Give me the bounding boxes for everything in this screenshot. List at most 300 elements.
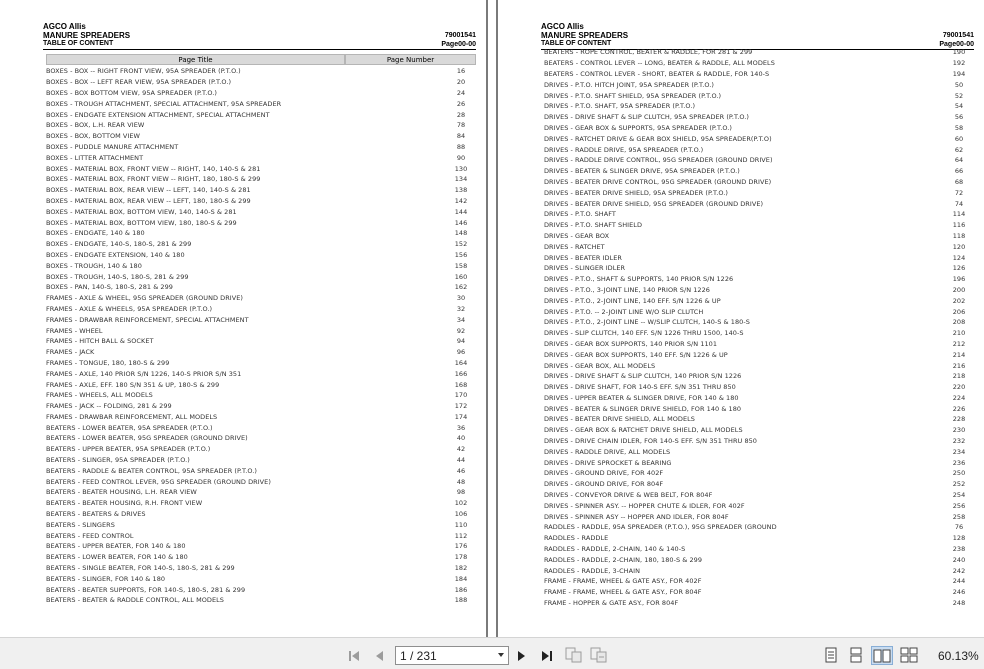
pdf-page-right bbox=[538, 20, 978, 637]
toc-row-page-number: 258 bbox=[952, 512, 966, 521]
toc-row-title: DRIVES - RATCHET DRIVE & GEAR BOX SHIELD, 95A SPREADER(P.T.O) bbox=[544, 134, 772, 143]
toc-row-title: DRIVES - P.T.O. -- 2-JOINT LINE W/O SLIP CLUTCH bbox=[544, 307, 704, 316]
toc-row-page-number: 50 bbox=[954, 80, 964, 89]
toc-row[interactable] bbox=[544, 187, 974, 198]
toc-row-title: FRAMES - TONGUE, 180, 180-S & 299 bbox=[46, 358, 170, 367]
toc-label: TABLE OF CONTENT bbox=[43, 40, 114, 47]
toc-row[interactable] bbox=[544, 339, 974, 350]
two-page-view-icon[interactable] bbox=[871, 646, 893, 665]
toc-row[interactable] bbox=[544, 47, 974, 58]
toc-row-page-number: 106 bbox=[454, 510, 468, 519]
toc-row-title: DRIVES - P.T.O., 2-JOINT LINE, 140 EFF. S/N 1226 & UP bbox=[544, 296, 721, 305]
toc-row-page-number: 20 bbox=[456, 78, 466, 87]
toc-row-title: DRIVES - RATCHET bbox=[544, 242, 605, 251]
toc-row-page-number: 148 bbox=[454, 229, 468, 238]
doc-number: 79001541 bbox=[942, 32, 974, 39]
toc-row-title: RADDLES - RADDLE, 95A SPREADER (P.T.O.), 95G SPREADER (GROUND bbox=[544, 523, 777, 532]
toc-row[interactable] bbox=[544, 587, 974, 598]
toc-row-page-number: 192 bbox=[952, 59, 966, 68]
toc-row-title: DRIVES - GEAR BOX & SUPPORTS, 95A SPREADER (P.T.O.) bbox=[544, 123, 732, 132]
toc-row-title: BEATERS - UPPER BEATER, FOR 140 & 180 bbox=[46, 542, 186, 551]
toc-row-title: BEATERS - BEATER & RADDLE CONTROL, ALL MODELS bbox=[46, 596, 224, 605]
toc-row-title: BEATERS - RADDLE & BEATER CONTROL, 95A SPREADER (P.T.O.) bbox=[46, 466, 258, 475]
toc-row-page-number: 230 bbox=[952, 426, 966, 435]
toc-row[interactable] bbox=[544, 263, 974, 274]
toc-row[interactable] bbox=[544, 436, 974, 447]
toc-row-title: DRIVES - GROUND DRIVE, FOR 804F bbox=[544, 480, 664, 489]
single-page-view-icon[interactable] bbox=[822, 647, 840, 663]
page-label: Page00-00 bbox=[939, 41, 974, 48]
toc-row[interactable] bbox=[46, 271, 476, 282]
toc-row[interactable] bbox=[46, 519, 476, 530]
toc-row-page-number: 92 bbox=[456, 326, 466, 335]
toc-row-title: FRAMES - HITCH BALL & SOCKET bbox=[46, 337, 154, 346]
toc-row-title: DRIVES - GEAR BOX bbox=[544, 231, 610, 240]
toc-row-page-number: 228 bbox=[952, 415, 966, 424]
toc-row[interactable] bbox=[544, 511, 974, 522]
toc-row[interactable] bbox=[544, 198, 974, 209]
toc-row[interactable] bbox=[46, 358, 476, 369]
toc-row-title: DRIVES - DRIVE CHAIN IDLER, FOR 140-S EFF. S/N 351 THRU 850 bbox=[544, 437, 757, 446]
toc-row[interactable] bbox=[544, 252, 974, 263]
toc-row-page-number: 120 bbox=[952, 242, 966, 251]
toc-row[interactable] bbox=[544, 576, 974, 587]
toc-row[interactable] bbox=[46, 401, 476, 412]
toc-row-page-number: 242 bbox=[952, 566, 966, 575]
toc-row[interactable] bbox=[544, 101, 974, 112]
toc-row[interactable] bbox=[46, 304, 476, 315]
toc-label: TABLE OF CONTENT bbox=[541, 40, 612, 47]
toc-row-title: BOXES - BOX -- LEFT REAR VIEW, 95A SPREADER (P.T.O.) bbox=[46, 78, 232, 87]
toc-row[interactable] bbox=[544, 220, 974, 231]
toc-row-title: DRIVES - DRIVE SPROCKET & BEARING bbox=[544, 458, 672, 467]
toc-row[interactable] bbox=[46, 282, 476, 293]
toc-row-title: DRIVES - P.T.O. SHAFT SHIELD bbox=[544, 221, 643, 230]
toc-row-page-number: 138 bbox=[454, 186, 468, 195]
toc-row[interactable] bbox=[544, 58, 974, 69]
toc-row-title: DRIVES - P.T.O., SHAFT & SUPPORTS, 140 PRIOR S/N 1226 bbox=[544, 275, 734, 284]
toc-row-page-number: 206 bbox=[952, 307, 966, 316]
toc-row[interactable] bbox=[544, 382, 974, 393]
toc-row-page-number: 160 bbox=[454, 272, 468, 281]
toc-row-title: DRIVES - DRIVE SHAFT, FOR 140-S EFF. S/N 351 THRU 850 bbox=[544, 383, 736, 392]
toc-row-page-number: 72 bbox=[954, 188, 964, 197]
zoom-level[interactable]: 60.13% bbox=[938, 649, 979, 663]
toc-row-title: DRIVES - BEATER DRIVE SHIELD, 95A SPREADER (P.T.O.) bbox=[544, 188, 728, 197]
toc-row[interactable] bbox=[46, 174, 476, 185]
toc-row-title: DRIVES - GROUND DRIVE, FOR 402F bbox=[544, 469, 664, 478]
toc-row-title: DRIVES - SLINGER IDLER bbox=[544, 264, 626, 273]
toc-row-title: RADDLES - RADDLE, 2-CHAIN, 140 & 140-S bbox=[544, 545, 686, 554]
toc-row-page-number: 88 bbox=[456, 142, 466, 151]
toc-row[interactable] bbox=[544, 565, 974, 576]
toc-row-page-number: 34 bbox=[456, 315, 466, 324]
toc-row[interactable] bbox=[46, 433, 476, 444]
toc-row-title: BEATERS - ROPE CONTROL, BEATER & RADDLE, FOR 281 & 299 bbox=[544, 48, 753, 57]
toc-row-page-number: 98 bbox=[456, 488, 466, 497]
toc-row[interactable] bbox=[544, 306, 974, 317]
toc-row[interactable] bbox=[544, 457, 974, 468]
toc-row[interactable] bbox=[544, 285, 974, 296]
toc-row-page-number: 218 bbox=[952, 372, 966, 381]
toc-row[interactable] bbox=[544, 425, 974, 436]
toc-row-page-number: 182 bbox=[454, 564, 468, 573]
first-page-icon[interactable] bbox=[346, 648, 362, 664]
toc-row[interactable] bbox=[544, 231, 974, 242]
toc-row-page-number: 16 bbox=[456, 67, 466, 76]
toc-row-title: BOXES - LITTER ATTACHMENT bbox=[46, 153, 144, 162]
toc-row-title: DRIVES - P.T.O. SHAFT bbox=[544, 210, 616, 219]
toc-row-page-number: 178 bbox=[454, 553, 468, 562]
toc-row[interactable] bbox=[544, 274, 974, 285]
toc-row-title: RADDLES - RADDLE, 3-CHAIN bbox=[544, 566, 640, 575]
toc-row-page-number: 24 bbox=[456, 88, 466, 97]
toc-row[interactable] bbox=[544, 79, 974, 90]
page-edge-right bbox=[496, 0, 498, 637]
two-page-scroll-view-icon[interactable] bbox=[899, 647, 919, 663]
toc-row-title: DRIVES - P.T.O., 2-JOINT LINE -- W/SLIP CLUTCH, 140-S & 180-S bbox=[544, 318, 750, 327]
toc-row[interactable] bbox=[544, 446, 974, 457]
last-page-icon[interactable] bbox=[539, 648, 555, 664]
toc-row-title: BOXES - TROUGH ATTACHMENT, SPECIAL ATTACHMENT, 95A SPREADER bbox=[46, 99, 282, 108]
fit-page-icon[interactable] bbox=[590, 647, 608, 663]
toc-row[interactable] bbox=[46, 509, 476, 520]
toc-row[interactable] bbox=[544, 522, 974, 533]
toc-row[interactable] bbox=[46, 563, 476, 574]
toc-row-title: BEATERS - SLINGER, FOR 140 & 180 bbox=[46, 574, 166, 583]
toc-row[interactable] bbox=[46, 163, 476, 174]
toc-row-page-number: 244 bbox=[952, 577, 966, 586]
toc-row[interactable] bbox=[46, 185, 476, 196]
pdf-page-left bbox=[40, 20, 480, 637]
toc-row-page-number: 234 bbox=[952, 447, 966, 456]
toc-row-title: BOXES - MATERIAL BOX, BOTTOM VIEW, 140, 140-S & 281 bbox=[46, 207, 237, 216]
toc-row[interactable] bbox=[544, 468, 974, 479]
toc-row[interactable] bbox=[46, 584, 476, 595]
toc-row-title: BOXES - BOX, BOTTOM VIEW bbox=[46, 132, 141, 141]
toc-row[interactable] bbox=[46, 498, 476, 509]
toc-row-page-number: 166 bbox=[454, 369, 468, 378]
toc-row[interactable] bbox=[46, 347, 476, 358]
toc-row-title: BEATERS - LOWER BEATER, 95G SPREADER (GROUND DRIVE) bbox=[46, 434, 248, 443]
toc-row-page-number: 126 bbox=[952, 264, 966, 273]
toc-row[interactable] bbox=[544, 403, 974, 414]
toc-row[interactable] bbox=[46, 379, 476, 390]
toc-row-title: DRIVES - BEATER & SLINGER DRIVE, 95A SPREADER (P.T.O.) bbox=[544, 167, 740, 176]
toc-row[interactable] bbox=[544, 490, 974, 501]
header-rule bbox=[43, 49, 476, 50]
toc-row-page-number: 94 bbox=[456, 337, 466, 346]
toc-row[interactable] bbox=[544, 317, 974, 328]
toc-row-title: BOXES - ENDGATE, 140-S, 180-S, 281 & 299 bbox=[46, 240, 192, 249]
toc-row-title: RADDLES - RADDLE, 2-CHAIN, 180, 180-S & 299 bbox=[544, 555, 703, 564]
toc-row[interactable] bbox=[544, 349, 974, 360]
toc-row-title: BOXES - TROUGH, 140 & 180 bbox=[46, 261, 142, 270]
toc-row-title: BOXES - MATERIAL BOX, REAR VIEW -- LEFT, 140, 140-S & 281 bbox=[46, 186, 251, 195]
toc-row-page-number: 146 bbox=[454, 218, 468, 227]
toc-row[interactable] bbox=[544, 90, 974, 101]
toc-row-page-number: 142 bbox=[454, 196, 468, 205]
toc-row-page-number: 116 bbox=[952, 221, 966, 230]
toc-row-title: FRAMES - JACK -- FOLDING, 281 & 299 bbox=[46, 402, 172, 411]
toc-row[interactable] bbox=[46, 66, 476, 77]
toc-row-page-number: 90 bbox=[456, 153, 466, 162]
toc-row[interactable] bbox=[544, 133, 974, 144]
toc-row-page-number: 254 bbox=[952, 491, 966, 500]
brand-label: AGCO Allis bbox=[43, 22, 86, 31]
toc-row-page-number: 42 bbox=[456, 445, 466, 454]
toc-row-title: BOXES - MATERIAL BOX, FRONT VIEW -- RIGHT, 180, 180-S & 299 bbox=[46, 175, 261, 184]
toc-row[interactable] bbox=[46, 260, 476, 271]
toc-row[interactable] bbox=[544, 533, 974, 544]
toc-row[interactable] bbox=[46, 595, 476, 606]
continuous-view-icon[interactable] bbox=[847, 647, 865, 663]
toc-row-title: BOXES - TROUGH, 140-S, 180-S, 281 & 299 bbox=[46, 272, 189, 281]
toc-row-title: FRAME - HOPPER & GATE ASY., FOR 804F bbox=[544, 599, 679, 608]
toc-row[interactable] bbox=[46, 325, 476, 336]
toc-row-title: BEATERS - LOWER BEATER, 95A SPREADER (P.T.O.) bbox=[46, 423, 213, 432]
toc-row-title: BEATERS - BEATER HOUSING, R.H. FRONT VIEW bbox=[46, 499, 203, 508]
page-label: Page00-00 bbox=[441, 41, 476, 48]
toc-row[interactable] bbox=[544, 69, 974, 80]
toc-row-page-number: 170 bbox=[454, 391, 468, 400]
toc-row[interactable] bbox=[46, 444, 476, 455]
toc-row-page-number: 220 bbox=[952, 383, 966, 392]
toc-row[interactable] bbox=[46, 422, 476, 433]
toc-row[interactable] bbox=[544, 123, 974, 134]
toc-row-page-number: 46 bbox=[456, 466, 466, 475]
toc-row-page-number: 212 bbox=[952, 339, 966, 348]
toc-row-title: FRAMES - JACK bbox=[46, 348, 95, 357]
page-number-input[interactable] bbox=[395, 646, 509, 665]
toc-row[interactable] bbox=[46, 573, 476, 584]
toc-row-title: DRIVES - BEATER DRIVE CONTROL, 95G SPREADER (GROUND DRIVE) bbox=[544, 177, 772, 186]
toc-row-page-number: 156 bbox=[454, 250, 468, 259]
toc-row[interactable] bbox=[46, 109, 476, 120]
toc-row-page-number: 110 bbox=[454, 520, 468, 529]
toc-row-page-number: 250 bbox=[952, 469, 966, 478]
toc-row-page-number: 36 bbox=[456, 423, 466, 432]
toc-row-title: DRIVES - CONVEYOR DRIVE & WEB BELT, FOR 804F bbox=[544, 491, 713, 500]
toc-row[interactable] bbox=[46, 88, 476, 99]
toc-row[interactable] bbox=[46, 206, 476, 217]
toc-row-title: BOXES - BOX -- RIGHT FRONT VIEW, 95A SPREADER (P.T.O.) bbox=[46, 67, 241, 76]
toc-row-title: FRAMES - WHEEL bbox=[46, 326, 103, 335]
toc-row[interactable] bbox=[544, 360, 974, 371]
toc-row[interactable] bbox=[544, 241, 974, 252]
toc-row-title: BEATERS - SLINGERS bbox=[46, 520, 115, 529]
toc-row-title: DRIVES - BEATER DRIVE SHIELD, ALL MODELS bbox=[544, 415, 695, 424]
page-gutter bbox=[486, 0, 498, 637]
toc-row[interactable] bbox=[544, 295, 974, 306]
toc-row[interactable] bbox=[544, 598, 974, 609]
toc-row[interactable] bbox=[46, 336, 476, 347]
toc-list-right bbox=[544, 47, 974, 608]
toc-row[interactable] bbox=[46, 152, 476, 163]
toc-row[interactable] bbox=[46, 196, 476, 207]
toc-row-title: DRIVES - UPPER BEATER & SLINGER DRIVE, FOR 140 & 180 bbox=[544, 393, 739, 402]
toc-row[interactable] bbox=[46, 530, 476, 541]
toc-row-title: DRIVES - GEAR BOX SUPPORTS, 140 PRIOR S/N 1101 bbox=[544, 339, 718, 348]
chevron-down-icon[interactable] bbox=[498, 653, 504, 657]
toc-row[interactable] bbox=[46, 250, 476, 261]
toc-row[interactable] bbox=[46, 98, 476, 109]
column-header-page: Page Number bbox=[345, 54, 476, 65]
toc-row[interactable] bbox=[46, 412, 476, 423]
toc-row[interactable] bbox=[46, 77, 476, 88]
toc-row-page-number: 52 bbox=[954, 91, 964, 100]
toc-row[interactable] bbox=[544, 544, 974, 555]
toc-row-title: BOXES - PUDDLE MANURE ATTACHMENT bbox=[46, 142, 179, 151]
toc-row[interactable] bbox=[46, 541, 476, 552]
toc-row[interactable] bbox=[46, 476, 476, 487]
toc-row[interactable] bbox=[46, 239, 476, 250]
toc-row-page-number: 224 bbox=[952, 393, 966, 402]
toc-row-title: FRAMES - AXLE & WHEELS, 95A SPREADER (P.T.O.) bbox=[46, 304, 213, 313]
toc-row-title: DRIVES - RADDLE DRIVE CONTROL, 95G SPREADER (GROUND DRIVE) bbox=[544, 156, 773, 165]
toc-row-title: BEATERS - FEED CONTROL bbox=[46, 531, 134, 540]
toc-row-title: DRIVES - P.T.O. SHAFT, 95A SPREADER (P.T.O.) bbox=[544, 102, 696, 111]
toc-row[interactable] bbox=[544, 414, 974, 425]
toc-row-page-number: 248 bbox=[952, 599, 966, 608]
toc-row-title: FRAMES - WHEELS, ALL MODELS bbox=[46, 391, 153, 400]
toc-row[interactable] bbox=[544, 554, 974, 565]
toc-row[interactable] bbox=[46, 552, 476, 563]
toc-row-page-number: 134 bbox=[454, 175, 468, 184]
toc-row-page-number: 172 bbox=[454, 402, 468, 411]
toc-row[interactable] bbox=[46, 314, 476, 325]
toc-row-page-number: 252 bbox=[952, 480, 966, 489]
toc-row[interactable] bbox=[46, 455, 476, 466]
toc-row-page-number: 60 bbox=[954, 134, 964, 143]
toc-row[interactable] bbox=[544, 500, 974, 511]
toc-row[interactable] bbox=[46, 120, 476, 131]
toc-row-page-number: 30 bbox=[456, 294, 466, 303]
toc-row-page-number: 238 bbox=[952, 545, 966, 554]
toc-row-title: DRIVES - P.T.O. SHAFT SHIELD, 95A SPREADER (P.T.O.) bbox=[544, 91, 722, 100]
toc-row-page-number: 162 bbox=[454, 283, 468, 292]
toc-row-page-number: 48 bbox=[456, 477, 466, 486]
toc-row[interactable] bbox=[544, 155, 974, 166]
toc-row-page-number: 236 bbox=[952, 458, 966, 467]
toc-row-title: BEATERS - BEATER SUPPORTS, FOR 140-S, 180-S, 281 & 299 bbox=[46, 585, 246, 594]
toc-row-page-number: 56 bbox=[954, 113, 964, 122]
toc-row-title: DRIVES - SLIP CLUTCH, 140 EFF. S/N 1226 THRU 1500, 140-S bbox=[544, 329, 744, 338]
toc-row-title: DRIVES - P.T.O., 3-JOINT LINE, 140 PRIOR S/N 1226 bbox=[544, 285, 710, 294]
toc-row[interactable] bbox=[544, 177, 974, 188]
toc-row-title: BOXES - MATERIAL BOX, REAR VIEW -- LEFT, 180, 180-S & 299 bbox=[46, 196, 251, 205]
toc-row-page-number: 246 bbox=[952, 588, 966, 597]
toc-row[interactable] bbox=[46, 131, 476, 142]
toc-row-title: DRIVES - BEATER DRIVE SHIELD, 95G SPREADER (GROUND DRIVE) bbox=[544, 199, 764, 208]
toc-row[interactable] bbox=[544, 393, 974, 404]
toc-row-page-number: 200 bbox=[952, 285, 966, 294]
toc-row-page-number: 68 bbox=[954, 177, 964, 186]
toc-row-page-number: 240 bbox=[952, 555, 966, 564]
document-title: MANURE SPREADERS bbox=[43, 31, 131, 40]
toc-row-page-number: 78 bbox=[456, 121, 466, 130]
toc-row[interactable] bbox=[46, 368, 476, 379]
toc-list-left bbox=[46, 66, 476, 606]
toc-row-title: DRIVES - RADDLE DRIVE, 95A SPREADER (P.T.O.) bbox=[544, 145, 704, 154]
toc-row-title: DRIVES - DRIVE SHAFT & SLIP CLUTCH, 95A SPREADER (P.T.O.) bbox=[544, 113, 749, 122]
toc-row-title: BOXES - PAN, 140-S, 180-S, 281 & 299 bbox=[46, 283, 173, 292]
toc-row-page-number: 194 bbox=[952, 69, 966, 78]
toc-row-page-number: 58 bbox=[954, 123, 964, 132]
toc-row-page-number: 26 bbox=[456, 99, 466, 108]
toc-row-title: BOXES - MATERIAL BOX, FRONT VIEW -- RIGHT, 140, 140-S & 281 bbox=[46, 164, 261, 173]
toc-row[interactable] bbox=[46, 228, 476, 239]
toc-row[interactable] bbox=[544, 144, 974, 155]
toc-row-page-number: 28 bbox=[456, 110, 466, 119]
toc-row-page-number: 188 bbox=[454, 596, 468, 605]
toc-row-title: DRIVES - GEAR BOX, ALL MODELS bbox=[544, 361, 656, 370]
toc-row[interactable] bbox=[46, 390, 476, 401]
toc-row-title: DRIVES - BEATER & SLINGER DRIVE SHIELD, FOR 140 & 180 bbox=[544, 404, 742, 413]
toc-row[interactable] bbox=[46, 465, 476, 476]
toc-row[interactable] bbox=[544, 209, 974, 220]
toc-row-title: DRIVES - DRIVE SHAFT & SLIP CLUTCH, 140 PRIOR S/N 1226 bbox=[544, 372, 742, 381]
toc-row[interactable] bbox=[46, 142, 476, 153]
toc-row-title: DRIVES - RADDLE DRIVE, ALL MODELS bbox=[544, 447, 671, 456]
toc-row-page-number: 208 bbox=[952, 318, 966, 327]
toc-row-page-number: 174 bbox=[454, 412, 468, 421]
toc-row-title: RADDLES - RADDLE bbox=[544, 534, 609, 543]
toc-row-page-number: 64 bbox=[954, 156, 964, 165]
toc-row-title: DRIVES - P.T.O. HITCH JOINT, 95A SPREADER (P.T.O.) bbox=[544, 80, 714, 89]
toc-row[interactable] bbox=[46, 217, 476, 228]
toc-row-title: BEATERS - UPPER BEATER, 95A SPREADER (P.T.O.) bbox=[46, 445, 211, 454]
toc-row-page-number: 112 bbox=[454, 531, 468, 540]
brand-label: AGCO Allis bbox=[541, 22, 584, 31]
toc-row-title: BEATERS - SLINGER, 95A SPREADER (P.T.O.) bbox=[46, 456, 190, 465]
toc-row-page-number: 128 bbox=[952, 534, 966, 543]
toc-row[interactable] bbox=[544, 371, 974, 382]
toc-row-title: DRIVES - GEAR BOX & RATCHET DRIVE SHIELD, ALL MODELS bbox=[544, 426, 743, 435]
toc-row[interactable] bbox=[544, 479, 974, 490]
toc-row-page-number: 54 bbox=[954, 102, 964, 111]
prev-page-icon[interactable] bbox=[372, 648, 386, 664]
column-header-title: Page Title bbox=[46, 54, 345, 65]
toc-row-page-number: 32 bbox=[456, 304, 466, 313]
toc-row-page-number: 202 bbox=[952, 296, 966, 305]
toc-row-page-number: 152 bbox=[454, 240, 468, 249]
toc-row-title: DRIVES - SPINNER ASY. -- HOPPER CHUTE & IDLER, FOR 402F bbox=[544, 501, 745, 510]
toc-row-title: BOXES - ENDGATE, 140 & 180 bbox=[46, 229, 145, 238]
toc-row-title: DRIVES - BEATER IDLER bbox=[544, 253, 622, 262]
toc-row[interactable] bbox=[544, 112, 974, 123]
toc-row-page-number: 102 bbox=[454, 499, 468, 508]
toc-row-page-number: 96 bbox=[456, 348, 466, 357]
toc-row-page-number: 190 bbox=[952, 48, 966, 57]
toc-row-title: FRAMES - AXLE, EFF. 180 S/N 351 & UP, 180-S & 299 bbox=[46, 380, 220, 389]
toc-row-page-number: 44 bbox=[456, 456, 466, 465]
toc-row[interactable] bbox=[46, 487, 476, 498]
toc-row-title: BEATERS - BEATER HOUSING, L.H. REAR VIEW bbox=[46, 488, 197, 497]
toc-row-page-number: 214 bbox=[952, 350, 966, 359]
toc-row-page-number: 176 bbox=[454, 542, 468, 551]
toc-row-page-number: 62 bbox=[954, 145, 964, 154]
toc-row[interactable] bbox=[46, 293, 476, 304]
rotate-view-icon[interactable] bbox=[565, 647, 583, 663]
toc-row-page-number: 186 bbox=[454, 585, 468, 594]
next-page-icon[interactable] bbox=[515, 648, 529, 664]
toc-row[interactable] bbox=[544, 328, 974, 339]
toc-row-title: BEATERS - FEED CONTROL LEVER, 95G SPREADER (GROUND DRIVE) bbox=[46, 477, 271, 486]
toc-row-title: BEATERS - BEATERS & DRIVES bbox=[46, 510, 146, 519]
toc-row[interactable] bbox=[544, 166, 974, 177]
page-edge-left bbox=[486, 0, 488, 637]
